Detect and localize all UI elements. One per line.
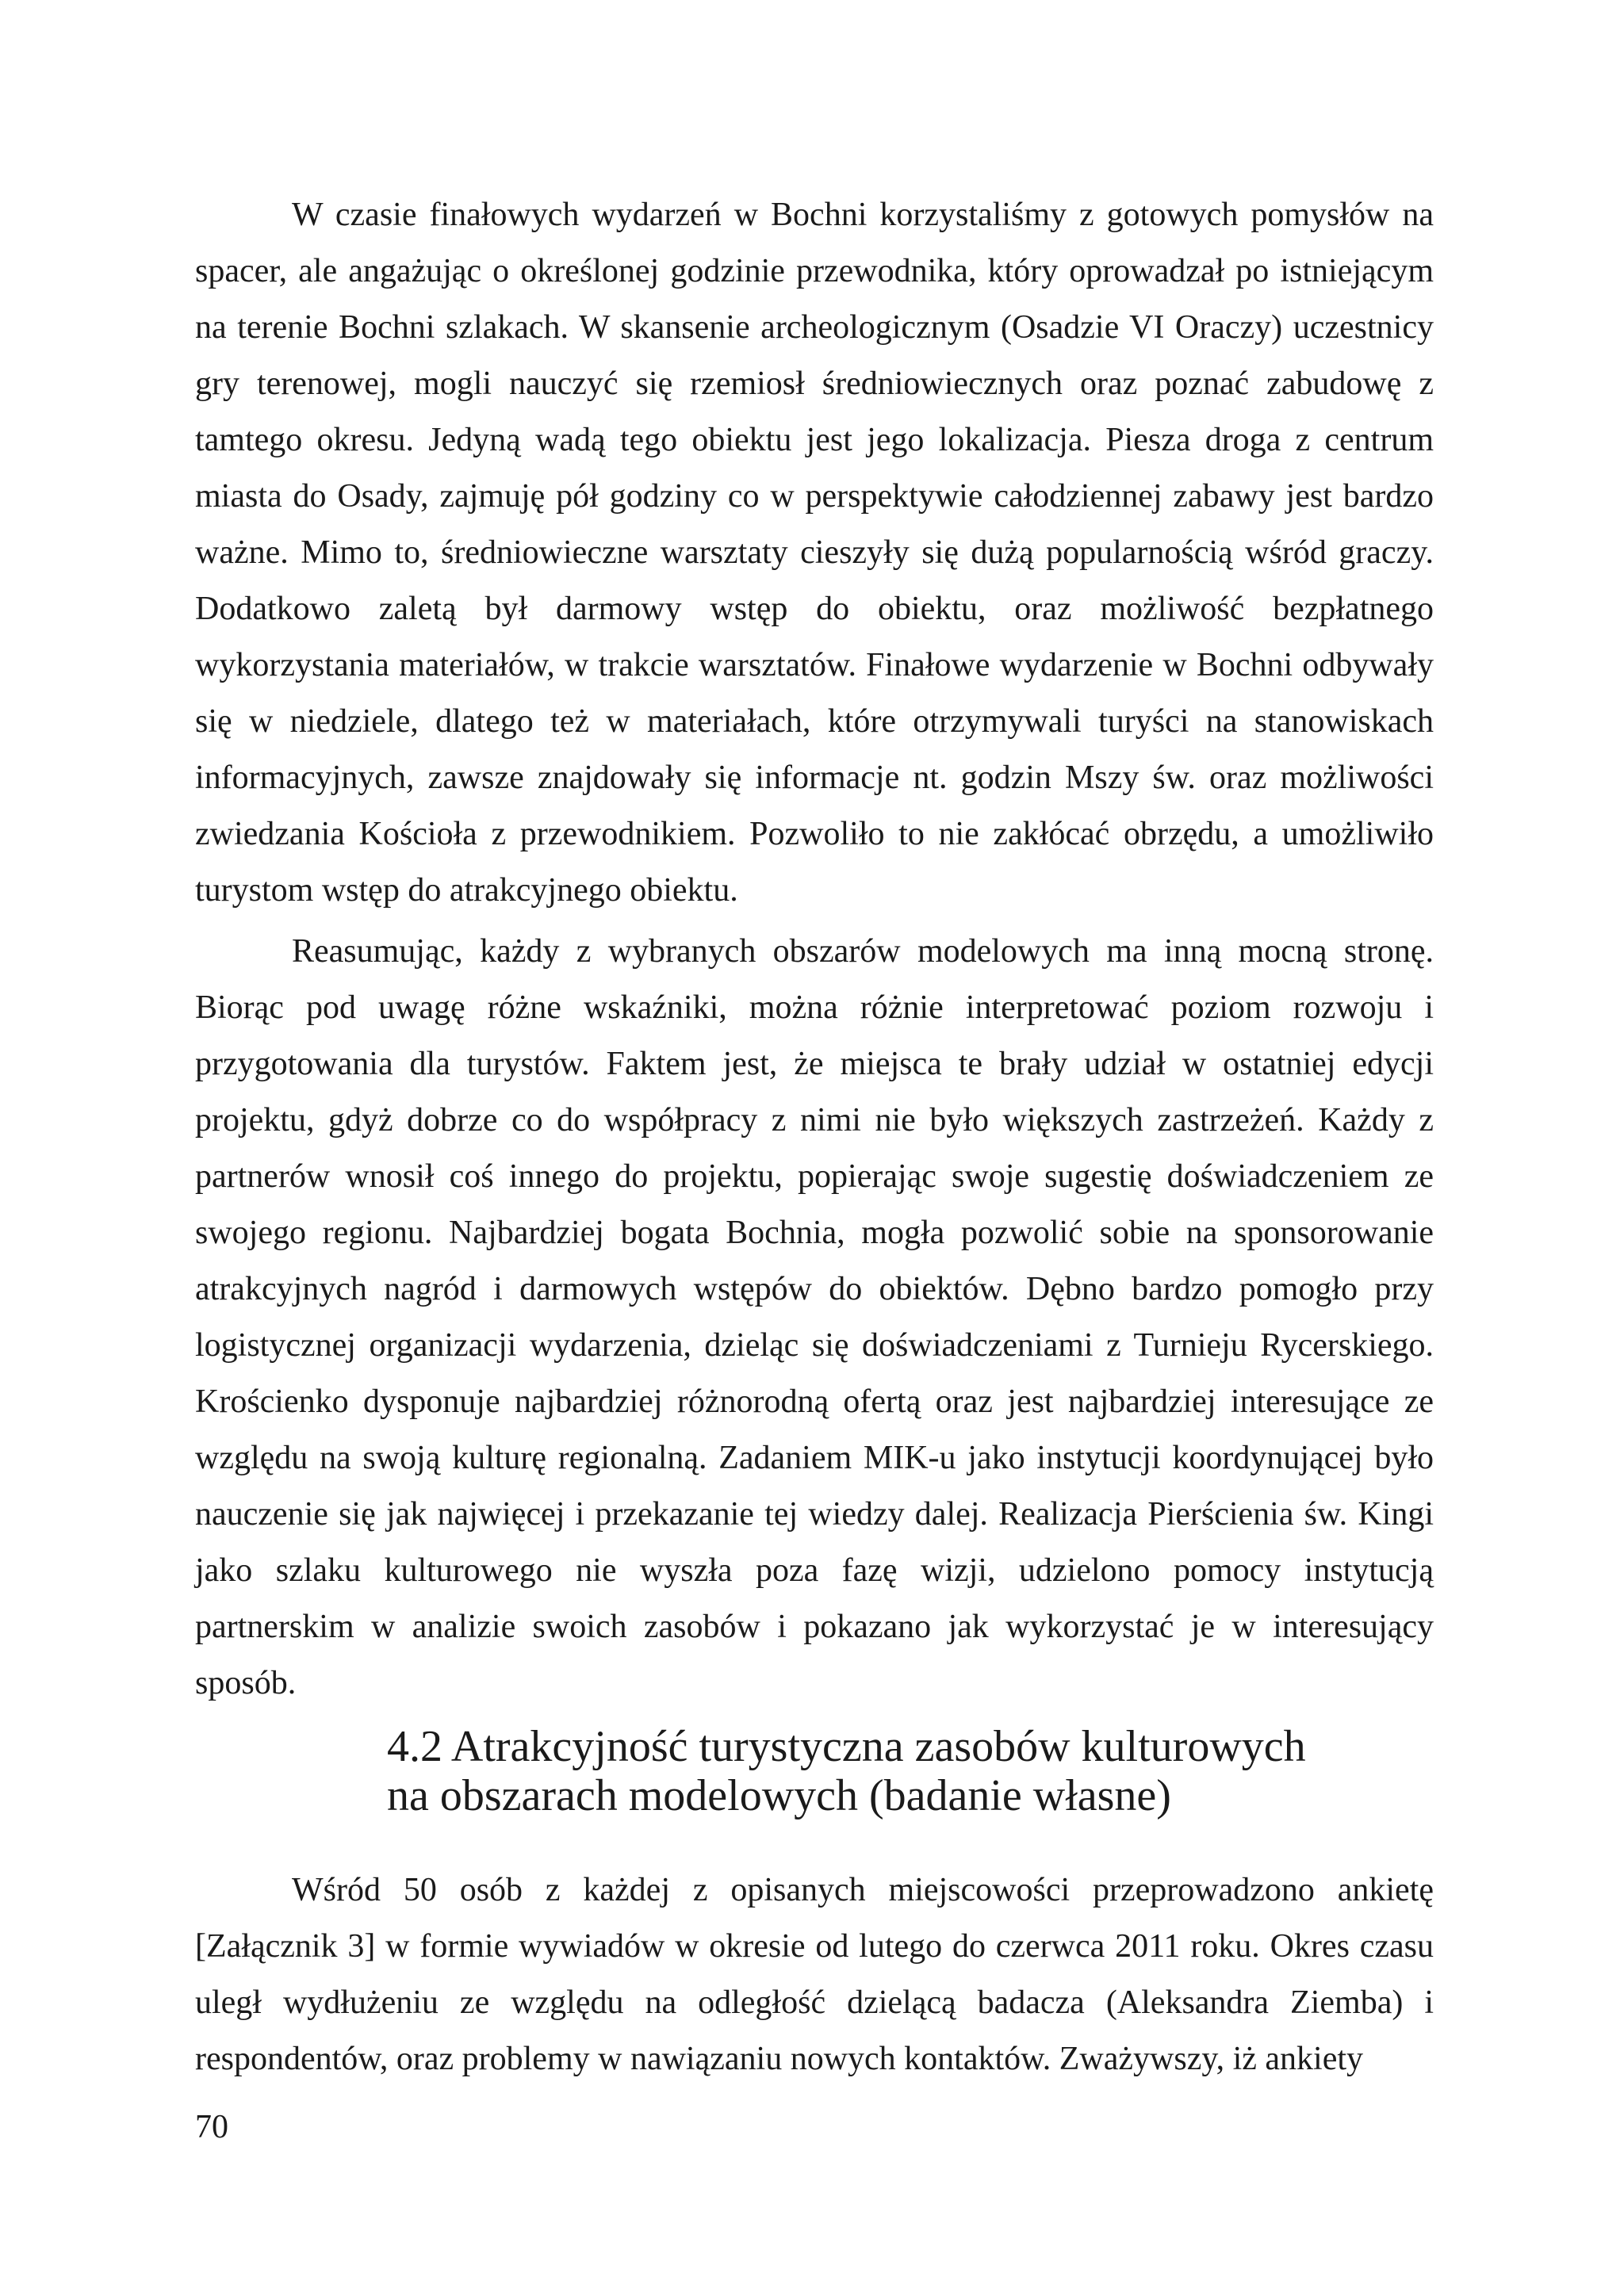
section-heading-line-1: 4.2 Atrakcyjność turystyczna zasobów kulturowych bbox=[387, 1722, 1306, 1771]
page-number: 70 bbox=[195, 2109, 228, 2145]
paragraph-bochnia-events: W czasie finałowych wydarzeń w Bochni korzystaliśmy z gotowych pomysłów na spacer, ale angażując o określonej godzinie przewodnika, który oprowadzał po istniejącym na terenie Bochni szlakach. W skansenie archeologicznym (Osadzie VI Oraczy) uczestnicy gry terenowej, mogli nauczyć się rzemiosł średniowiecznych oraz poznać zabudowę z tamtego okresu. Jedyną wadą tego obiektu jest jego lokalizacja. Piesza droga z centrum miasta do Osady, zajmuję pół godziny co w perspektywie całodziennej zabawy jest bardzo ważne. Mimo to, średniowieczne warsztaty cieszyły się dużą popularnością wśród graczy. Dodatkowo zaletą był darmowy wstęp do obiektu, oraz możliwość bezpłatnego wykorzystania materiałów, w trakcie warsztatów. Finałowe wydarzenie w Bochni odbywały się w niedziele, dlatego też w materiałach, które otrzymywali turyści na stanowiskach informacyjnych, zawsze znajdowały się informacje nt. godzin Mszy św. oraz możliwości zwiedzania Kościoła z przewodnikiem. Pozwoliło to nie zakłócać obrzędu, a umożliwiło turystom wstęp do atrakcyjnego obiektu. bbox=[195, 197, 1434, 909]
section-heading-line-2: na obszarach modelowych (badanie własne) bbox=[387, 1771, 1171, 1820]
paragraph-survey: Wśród 50 osób z każdej z opisanych miejscowości przeprowadzono ankietę [Załącznik 3] w formie wywiadów w okresie od lutego do czerwca 2011 roku. Okres czasu uległ wydłużeniu ze względu na odległość dzielącą badacza (Aleksandra Ziemba) i respondentów, oraz problemy w nawiązaniu nowych kontaktów. Zważywszy, iż ankiety bbox=[195, 1872, 1434, 2077]
section-heading bbox=[387, 1722, 1434, 1820]
paragraph-summary: Reasumując, każdy z wybranych obszarów modelowych ma inną mocną stronę. Biorąc pod uwagę różne wskaźniki, można różnie interpretować poziom rozwoju i przygotowania dla turystów. Faktem jest, że miejsca te brały udział w ostatniej edycji projektu, gdyż dobrze co do współpracy z nimi nie było większych zastrzeżeń. Każdy z partnerów wnosił coś innego do projektu, popierając swoje sugestię doświadczeniem ze swojego regionu. Najbardziej bogata Bochnia, mogła pozwolić sobie na sponsorowanie atrakcyjnych nagród i darmowych wstępów do obiektów. Dębno bardzo pomogło przy logistycznej organizacji wydarzenia, dzieląc się doświadczeniami z Turnieju Rycerskiego. Krościenko dysponuje najbardziej różnorodną ofertą oraz jest najbardziej interesujące ze względu na swoją kulturę regionalną. Zadaniem MIK-u jako instytucji koordynującej było nauczenie się jak najwięcej i przekazanie tej wiedzy dalej. Realizacja Pierścienia św. Kingi jako szlaku kulturowego nie wyszła poza fazę wizji, udzielono pomocy instytucją partnerskim w analizie swoich zasobów i pokazano jak wykorzystać je w interesujący sposób. bbox=[195, 933, 1434, 1701]
